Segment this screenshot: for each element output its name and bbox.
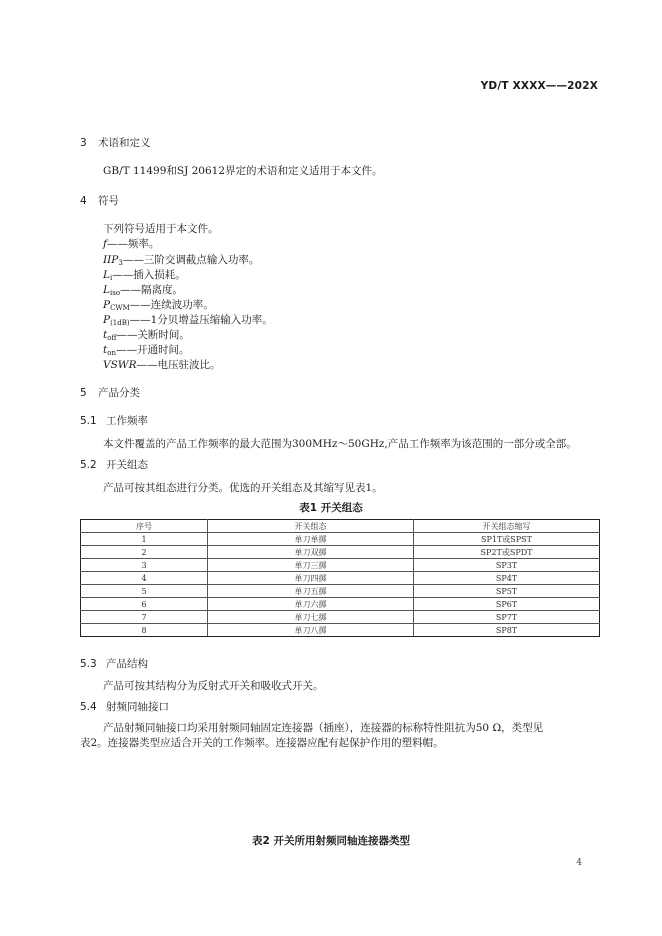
column-header: 开关组态缩写: [414, 520, 600, 533]
table-cell: 2: [81, 546, 208, 559]
subsection-number: 5.4: [80, 701, 97, 713]
section-title: 术语和定义: [98, 137, 151, 149]
table-cell: 5: [81, 585, 208, 598]
subsection-title: 射频同轴接口: [106, 701, 169, 713]
table-cell: 单刀八掷: [208, 624, 414, 637]
subsection-5-2-heading: [80, 457, 148, 472]
table-cell: 单刀双掷: [208, 546, 414, 559]
table-cell: 4: [81, 572, 208, 585]
table-cell: 8: [81, 624, 208, 637]
table-cell: 单刀五掷: [208, 585, 414, 598]
section-5-heading: [80, 385, 140, 400]
symbols-intro: 下列符号适用于本文件。: [103, 223, 219, 235]
section-3-paragraph: GB/T 11499和SJ 20612界定的术语和定义适用于本文件。: [103, 165, 383, 177]
table-cell: 6: [81, 598, 208, 611]
table-cell: SP5T: [414, 585, 600, 598]
document-code-header: YD/T XXXX——202X: [480, 80, 598, 92]
subsection-title: 工作频率: [106, 415, 148, 427]
subsection-5-3-heading: [80, 656, 148, 671]
section-title: 产品分类: [98, 387, 140, 399]
table-cell: 单刀六掷: [208, 598, 414, 611]
table-row: [81, 533, 600, 546]
symbol-entry: $P_{CWM}——$连续波功率。: [103, 299, 214, 312]
table-row: [81, 546, 600, 559]
table-row: [81, 585, 600, 598]
table-row: [81, 559, 600, 572]
subsection-number: 5.1: [80, 415, 97, 427]
table-cell: SP4T: [414, 572, 600, 585]
table-1-caption: 表1 开关组态: [299, 502, 363, 514]
section-3-heading: [80, 135, 151, 150]
symbol-entry: f——频率。: [103, 238, 160, 250]
table-row: [81, 611, 600, 624]
symbol-entry: $t_{on}——$开通时间。: [103, 344, 190, 357]
table-cell: SP7T: [414, 611, 600, 624]
symbol-entry: VSWR——电压驻波比。: [103, 359, 221, 371]
subsection-title: 开关组态: [106, 459, 148, 471]
column-header: 开关组态: [208, 520, 414, 533]
subsection-5-1-heading: [80, 413, 148, 428]
section-number: 5: [80, 387, 87, 399]
subsection-5-3-paragraph: 产品可按其结构分为反射式开关和吸收式开关。: [103, 680, 324, 692]
table-cell: 单刀单掷: [208, 533, 414, 546]
symbol-entry: $L_{iso}——$隔离度。: [103, 284, 184, 297]
table-cell: SP1T或SPST: [414, 533, 600, 546]
section-title: 符号: [98, 195, 119, 207]
subsection-number: 5.2: [80, 459, 97, 471]
symbol-entry: $P_{(1dB)}——1$分贝增益压缩输入功率。: [103, 314, 273, 327]
table-cell: SP2T或SPDT: [414, 546, 600, 559]
table-cell: SP3T: [414, 559, 600, 572]
table-row: [81, 598, 600, 611]
section-number: 4: [80, 195, 87, 207]
table-2-caption: 表2 开关所用射频同轴连接器类型: [252, 835, 410, 847]
symbol-entry: $IIP_3——$三阶交调截点输入功率。: [103, 254, 260, 267]
table-cell: 单刀四掷: [208, 572, 414, 585]
subsection-5-2-paragraph: 产品可按其组态进行分类。优选的开关组态及其缩写见表1。: [103, 482, 383, 494]
table-header-row: [81, 520, 600, 533]
symbol-entry: $t_{off}——$关断时间。: [103, 329, 190, 342]
subsection-5-1-paragraph: 本文件覆盖的产品工作频率的最大范围为300MHz～50GHz,产品工作频率为该范围的一部分或全部。: [103, 438, 577, 450]
table-cell: 1: [81, 533, 208, 546]
column-header: 序号: [81, 520, 208, 533]
table-row: [81, 572, 600, 585]
table-cell: 单刀七掷: [208, 611, 414, 624]
subsection-title: 产品结构: [106, 658, 148, 670]
table-cell: 3: [81, 559, 208, 572]
table-cell: 7: [81, 611, 208, 624]
switch-configuration-table: [80, 519, 600, 637]
subsection-5-4-paragraph-line-2: 表2。连接器类型应适合开关的工作频率。连接器应配有起保护作用的塑料帽。: [80, 737, 444, 749]
section-4-heading: [80, 193, 119, 208]
table-cell: SP8T: [414, 624, 600, 637]
subsection-5-4-paragraph-line-1: 产品射频同轴接口均采用射频同轴固定连接器（插座），连接器的标称特性阻抗为50 Ω，类型见: [103, 722, 544, 734]
table-cell: SP6T: [414, 598, 600, 611]
subsection-number: 5.3: [80, 658, 97, 670]
table-row: [81, 624, 600, 637]
section-number: 3: [80, 137, 87, 149]
page-number: 4: [576, 858, 582, 868]
symbol-entry: $L_i——$插入损耗。: [103, 269, 186, 282]
subsection-5-4-heading: [80, 699, 169, 714]
table-cell: 单刀三掷: [208, 559, 414, 572]
